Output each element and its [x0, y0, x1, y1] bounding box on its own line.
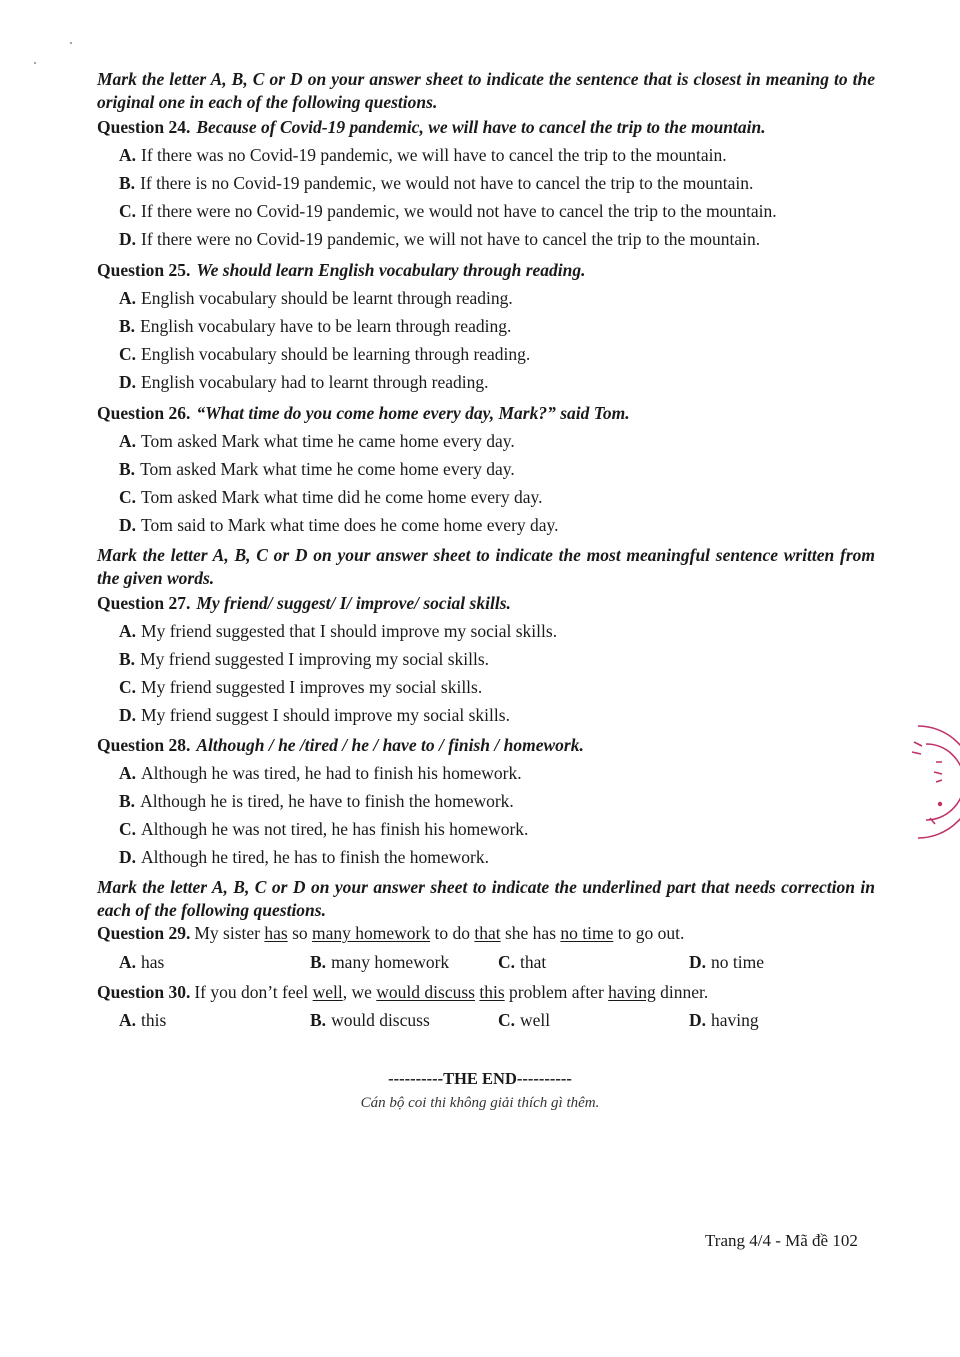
sentence-text: problem after: [504, 982, 609, 1002]
page-footer: Trang 4/4 - Mã đề 102: [705, 1231, 858, 1250]
option-a[interactable]: [119, 430, 515, 452]
underlined-part-b: would discuss: [376, 982, 475, 1002]
option-text: English vocabulary have to be learn through reading.: [140, 316, 512, 336]
section-instruction: Mark the letter A, B, C or D on your answer sheet to indicate the underlined part that needs correction in each of the following questions.: [97, 877, 875, 920]
option-text: well: [520, 1010, 551, 1030]
question-prompt: Because of Covid-19 pandemic, we will have to cancel the trip to the mountain.: [196, 117, 766, 137]
scan-speck: [70, 42, 72, 44]
underlined-part-a: has: [264, 923, 288, 943]
option-text: Although he tired, he has to finish the homework.: [141, 847, 490, 867]
section-instruction: Mark the letter A, B, C or D on your answer sheet to indicate the most meaningful sentence written from the given words.: [97, 545, 875, 588]
option-text: many homework: [331, 952, 450, 972]
question-27: [97, 592, 511, 614]
option-d[interactable]: [689, 951, 764, 973]
question-number: Question 28.: [97, 735, 191, 755]
option-letter: B.: [119, 459, 136, 479]
question-sentence: [194, 982, 708, 1002]
option-text: My friend suggested that I should improve my social skills.: [141, 621, 558, 641]
question-prompt: We should learn English vocabulary through reading.: [196, 260, 586, 280]
option-c[interactable]: [498, 951, 546, 973]
option-letter: C.: [498, 1010, 516, 1030]
question-prompt: “What time do you come home every day, Mark?” said Tom.: [196, 403, 630, 423]
question-number: Question 27.: [97, 593, 191, 613]
option-letter: C.: [119, 201, 137, 221]
question-29: [97, 922, 684, 944]
the-end-marker: ----------THE END----------: [388, 1069, 572, 1088]
option-d[interactable]: [119, 371, 489, 393]
option-d[interactable]: [119, 228, 760, 250]
option-text: My friend suggested I improving my social skills.: [140, 649, 490, 669]
underlined-part-a: this: [479, 982, 505, 1002]
option-letter: A.: [119, 763, 137, 783]
underlined-part-d: no time: [560, 923, 614, 943]
option-c[interactable]: [119, 486, 543, 508]
option-b[interactable]: [310, 951, 449, 973]
option-text: this: [141, 1010, 167, 1030]
seal-outer-ring: [918, 726, 960, 838]
option-text: My friend suggest I should improve my social skills.: [141, 705, 510, 725]
option-b[interactable]: [119, 648, 489, 670]
sentence-text: My sister: [194, 923, 265, 943]
option-text: Although he was tired, he had to finish his homework.: [141, 763, 522, 783]
option-letter: D.: [119, 705, 137, 725]
option-text: If there is no Covid-19 pandemic, we would not have to cancel the trip to the mountain.: [140, 173, 754, 193]
option-text: Tom asked Mark what time he come home every day.: [140, 459, 515, 479]
option-letter: C.: [119, 677, 137, 697]
option-a[interactable]: [119, 951, 164, 973]
option-letter: D.: [119, 847, 137, 867]
question-number: Question 30.: [97, 982, 191, 1002]
option-a[interactable]: [119, 287, 513, 309]
question-number: Question 25.: [97, 260, 191, 280]
sentence-text: so: [287, 923, 312, 943]
question-sentence: [194, 923, 684, 943]
seal-lettering: [912, 742, 942, 824]
question-30: [97, 981, 708, 1003]
question-number: Question 26.: [97, 403, 191, 423]
option-letter: A.: [119, 431, 137, 451]
sentence-text: to go out.: [613, 923, 685, 943]
option-letter: D.: [689, 952, 707, 972]
question-24: [97, 116, 766, 138]
seal-rings: [918, 726, 960, 838]
sentence-text: If you don’t feel: [194, 982, 313, 1002]
option-b[interactable]: [119, 172, 753, 194]
option-d[interactable]: [689, 1009, 759, 1031]
option-letter: C.: [119, 344, 137, 364]
underlined-part-d: having: [608, 982, 656, 1002]
option-letter: D.: [119, 372, 137, 392]
option-letter: A.: [119, 621, 137, 641]
question-prompt: Although / he /tired / he / have to / finish / homework.: [196, 735, 584, 755]
option-letter: A.: [119, 145, 137, 165]
option-d[interactable]: [119, 846, 489, 868]
option-text: If there were no Covid-19 pandemic, we would not have to cancel the trip to the mountain.: [141, 201, 777, 221]
sentence-text: she has: [500, 923, 561, 943]
option-letter: C.: [119, 819, 137, 839]
option-c[interactable]: [119, 200, 777, 222]
option-text: If there was no Covid-19 pandemic, we will have to cancel the trip to the mountain.: [141, 145, 727, 165]
seal-star: [938, 802, 942, 806]
option-letter: B.: [119, 791, 136, 811]
option-text: that: [520, 952, 547, 972]
option-text: English vocabulary should be learnt through reading.: [141, 288, 513, 308]
scan-speck: [34, 62, 36, 64]
option-b[interactable]: [119, 790, 514, 812]
option-text: Although he is tired, he have to finish the homework.: [140, 791, 514, 811]
question-number: Question 24.: [97, 117, 191, 137]
option-text: having: [711, 1010, 759, 1030]
option-letter: C.: [498, 952, 516, 972]
option-d[interactable]: [119, 704, 510, 726]
section-instruction: Mark the letter A, B, C or D on your answer sheet to indicate the sentence that is closest in meaning to the original one in each of the following questions.: [97, 69, 875, 112]
option-b[interactable]: [310, 1009, 430, 1031]
option-text: Tom asked Mark what time did he come home every day.: [141, 487, 543, 507]
option-a[interactable]: [119, 620, 557, 642]
option-letter: B.: [310, 1010, 327, 1030]
option-text: has: [141, 952, 165, 972]
proctor-note: Cán bộ coi thi không giải thích gì thêm.: [360, 1095, 600, 1111]
option-letter: A.: [119, 288, 137, 308]
underlined-part-b: many homework: [312, 923, 431, 943]
option-a[interactable]: [119, 144, 727, 166]
option-a[interactable]: [119, 762, 522, 784]
option-text: English vocabulary had to learnt through reading.: [141, 372, 489, 392]
option-d[interactable]: [119, 514, 559, 536]
option-text: no time: [711, 952, 764, 972]
question-28: [97, 734, 584, 756]
underlined-part-c: well: [312, 982, 343, 1002]
option-letter: C.: [119, 487, 137, 507]
official-seal-icon: [900, 722, 960, 842]
question-prompt: My friend/ suggest/ I/ improve/ social skills.: [196, 593, 511, 613]
option-b[interactable]: [119, 458, 515, 480]
option-c[interactable]: [119, 676, 482, 698]
option-text: My friend suggested I improves my social skills.: [141, 677, 483, 697]
option-text: Although he was not tired, he has finish his homework.: [141, 819, 529, 839]
option-text: Tom asked Mark what time he came home every day.: [141, 431, 515, 451]
option-c[interactable]: [119, 343, 530, 365]
option-letter: A.: [119, 1010, 137, 1030]
question-26: [97, 402, 630, 424]
option-letter: B.: [119, 649, 136, 669]
option-text: If there were no Covid-19 pandemic, we will not have to cancel the trip to the mountain.: [141, 229, 761, 249]
seal-marks: [912, 742, 942, 824]
option-letter: B.: [119, 173, 136, 193]
option-c[interactable]: [498, 1009, 550, 1031]
option-text: would discuss: [331, 1010, 430, 1030]
option-text: English vocabulary should be learning through reading.: [141, 344, 531, 364]
question-number: Question 29.: [97, 923, 191, 943]
option-letter: D.: [119, 515, 137, 535]
sentence-text: , we: [342, 982, 377, 1002]
seal-inner-ring: [926, 744, 960, 820]
option-text: Tom said to Mark what time does he come home every day.: [141, 515, 559, 535]
sentence-text: to do: [430, 923, 475, 943]
underlined-part-c: that: [474, 923, 501, 943]
sentence-text: dinner.: [655, 982, 709, 1002]
option-letter: B.: [119, 316, 136, 336]
option-letter: A.: [119, 952, 137, 972]
option-c[interactable]: [119, 818, 528, 840]
question-25: [97, 259, 586, 281]
option-b[interactable]: [119, 315, 511, 337]
option-letter: D.: [689, 1010, 707, 1030]
option-a[interactable]: [119, 1009, 166, 1031]
option-letter: B.: [310, 952, 327, 972]
option-letter: D.: [119, 229, 137, 249]
